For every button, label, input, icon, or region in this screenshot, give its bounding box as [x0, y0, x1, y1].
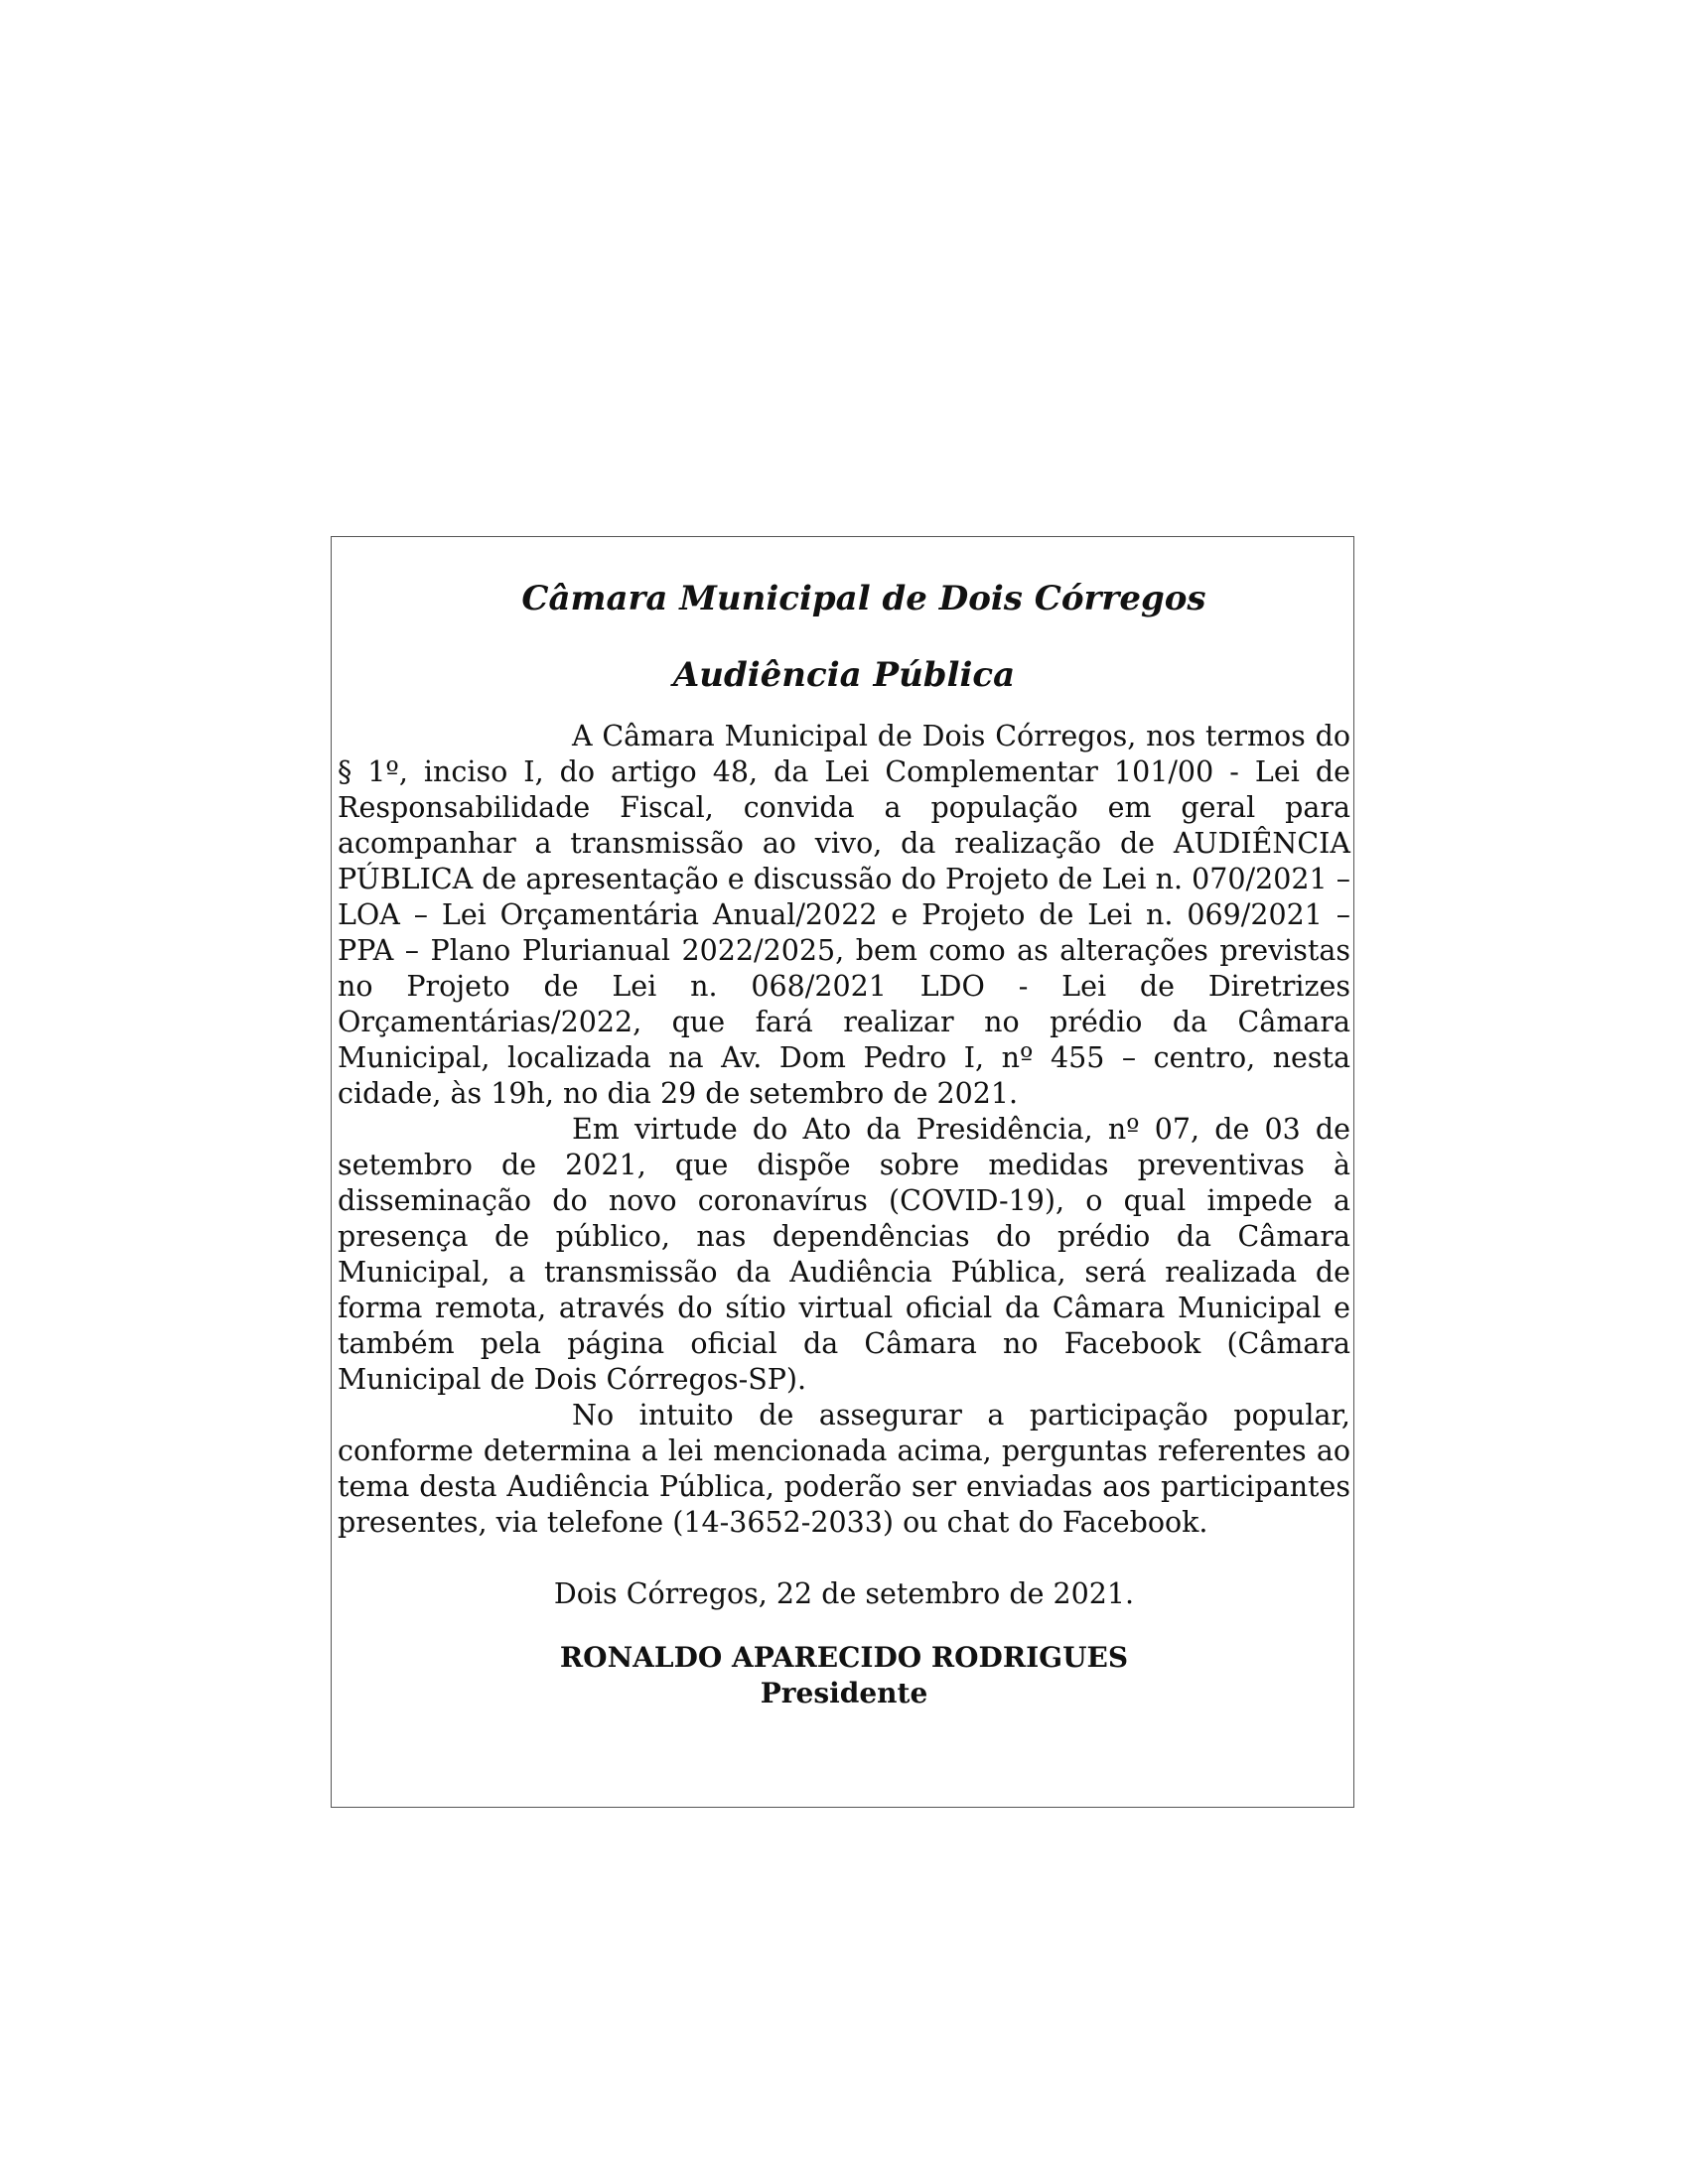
- public-notice-box: [331, 536, 1354, 1808]
- signer-name: RONALDO APARECIDO RODRIGUES: [559, 1641, 1129, 1674]
- notice-paragraph-1: A Câmara Municipal de Dois Córregos, nos termos do § 1º, inciso I, do artigo 48, da Lei Complementar 101/00 - Lei de Responsabilidade Fiscal, convida a população em geral para acompanhar a transmissão ao vivo, da realização de AUDIÊNCIA PÚBLICA de apresentação e discussão do Projeto de Lei n. 070/2021 – LOA – Lei Orçamentária Anual/2022 e Projeto de Lei n. 069/2021 – PPA – Plano Plurianual 2022/2025, bem como as alterações previstas no Projeto de Lei n. 068/2021 LDO - Lei de Diretrizes Orçamentárias/2022, que fará realizar no prédio da Câmara Municipal, localizada na Av. Dom Pedro I, nº 455 – centro, nesta cidade, às 19h, no dia 29 de setembro de 2021.: [338, 720, 1350, 1110]
- notice-subtitle: Audiência Pública: [672, 655, 1016, 695]
- signer-role: Presidente: [760, 1677, 928, 1709]
- notice-content: [338, 577, 1350, 1711]
- notice-paragraph-3: No intuito de assegurar a participação popular, conforme determina a lei mencionada acima, perguntas referentes ao tema desta Audiência Pública, poderão ser enviadas aos participantes presentes, via telefone (14-3652-2033) ou chat do Facebook.: [338, 1399, 1350, 1539]
- notice-body: [338, 719, 1350, 1541]
- notice-paragraph-2: Em virtude do Ato da Presidência, nº 07, de 03 de setembro de 2021, que dispõe sobre medidas preventivas à disseminação do novo coronavírus (COVID-19), o qual impede a presença de público, nas dependências do prédio da Câmara Municipal, a transmissão da Audiência Pública, será realizada de forma remota, através do sítio virtual oficial da Câmara Municipal e também pela página oficial da Câmara no Facebook (Câmara Municipal de Dois Córregos-SP).: [338, 1113, 1350, 1396]
- notice-date-line: Dois Córregos, 22 de setembro de 2021.: [553, 1577, 1135, 1610]
- signature-block: [338, 1640, 1350, 1711]
- notice-title: Câmara Municipal de Dois Córregos: [521, 579, 1206, 618]
